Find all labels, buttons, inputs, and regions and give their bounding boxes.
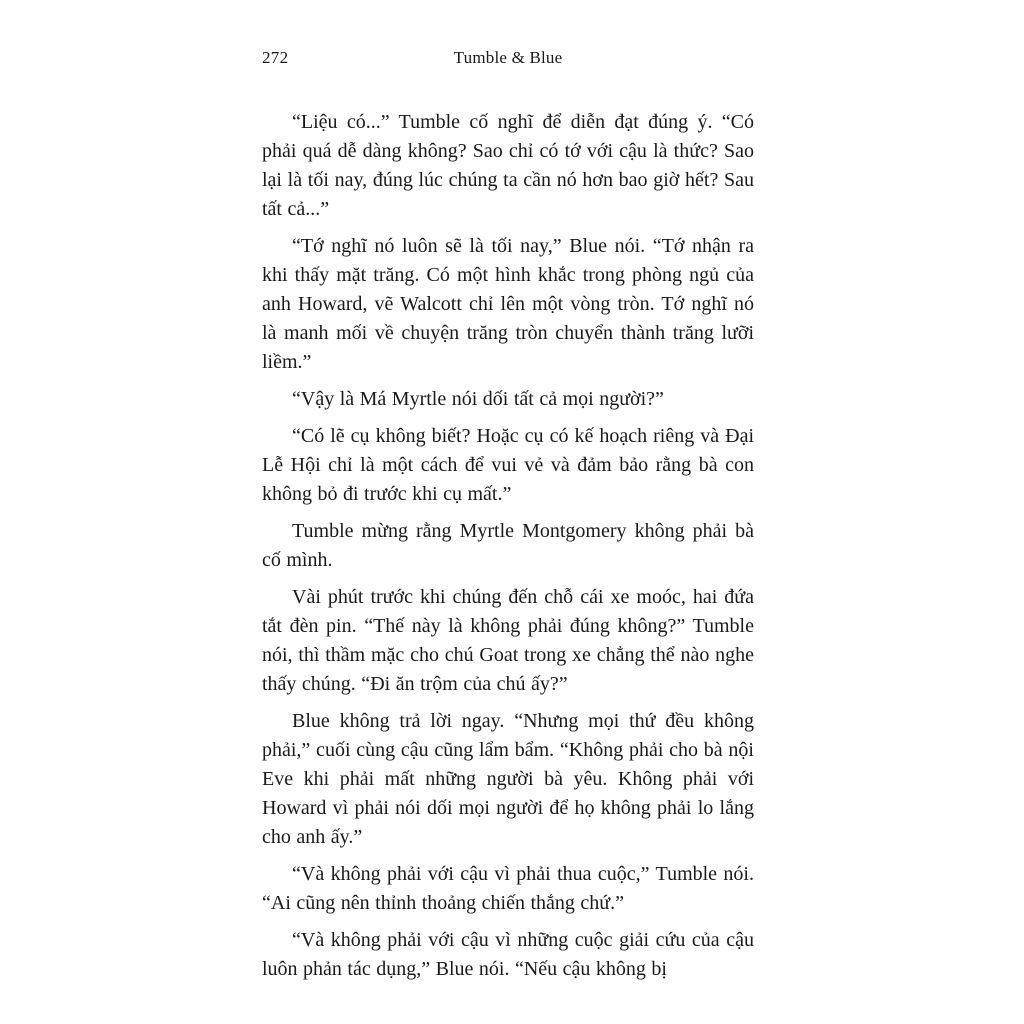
page-number: 272 <box>262 48 289 67</box>
running-title: Tumble & Blue <box>453 48 563 67</box>
page-header <box>262 48 754 72</box>
paragraph-3: “Vậy là Má Myrtle nói dối tất cả mọi người?” <box>292 388 664 410</box>
paragraph-2: “Tớ nghĩ nó luôn sẽ là tối nay,” Blue nói. “Tớ nhận ra khi thấy mặt trăng. Có một hình khắc trong phòng ngủ của anh Howard, vẽ Walcott chỉ lên một vòng tròn. Tớ nghĩ nó là manh mối về chuyện trăng tròn chuyển thành trăng lưỡi liềm.” <box>262 235 754 373</box>
paragraph-7: Blue không trả lời ngay. “Nhưng mọi thứ đều không phải,” cuối cùng cậu cũng lẩm bẩm. “Không phải cho bà nội Eve khi phải mất những người bà yêu. Không phải với Howard vì phải nói dối mọi người để họ không phải lo lắng cho anh ấy.” <box>262 710 754 848</box>
paragraph-4: “Có lẽ cụ không biết? Hoặc cụ có kế hoạch riêng và Đại Lễ Hội chỉ là một cách để vui vẻ và đảm bảo rằng bà con không bỏ đi trước khi cụ mất.” <box>262 425 754 505</box>
paragraph-6: Vài phút trước khi chúng đến chỗ cái xe moóc, hai đứa tắt đèn pin. “Thế này là không phải đúng không?” Tumble nói, thì thầm mặc cho chú Goat trong xe chẳng thể nào nghe thấy chúng. “Đi ăn trộm của chú ấy?” <box>262 586 754 695</box>
paragraph-8: “Và không phải với cậu vì phải thua cuộc,” Tumble nói. “Ai cũng nên thỉnh thoảng chiến thắng chứ.” <box>262 863 754 914</box>
paragraph-1: “Liệu có...” Tumble cố nghĩ để diễn đạt đúng ý. “Có phải quá dễ dàng không? Sao chỉ có tớ với cậu là thức? Sao lại là tối nay, đúng lúc chúng ta cần nó hơn bao giờ hết? Sau tất cả...” <box>262 111 754 220</box>
paragraph-5: Tumble mừng rằng Myrtle Montgomery không phải bà cố mình. <box>262 520 754 571</box>
body-text <box>262 108 754 992</box>
paragraph-9: “Và không phải với cậu vì những cuộc giải cứu của cậu luôn phản tác dụng,” Blue nói. “Nếu cậu không bị <box>262 929 754 980</box>
